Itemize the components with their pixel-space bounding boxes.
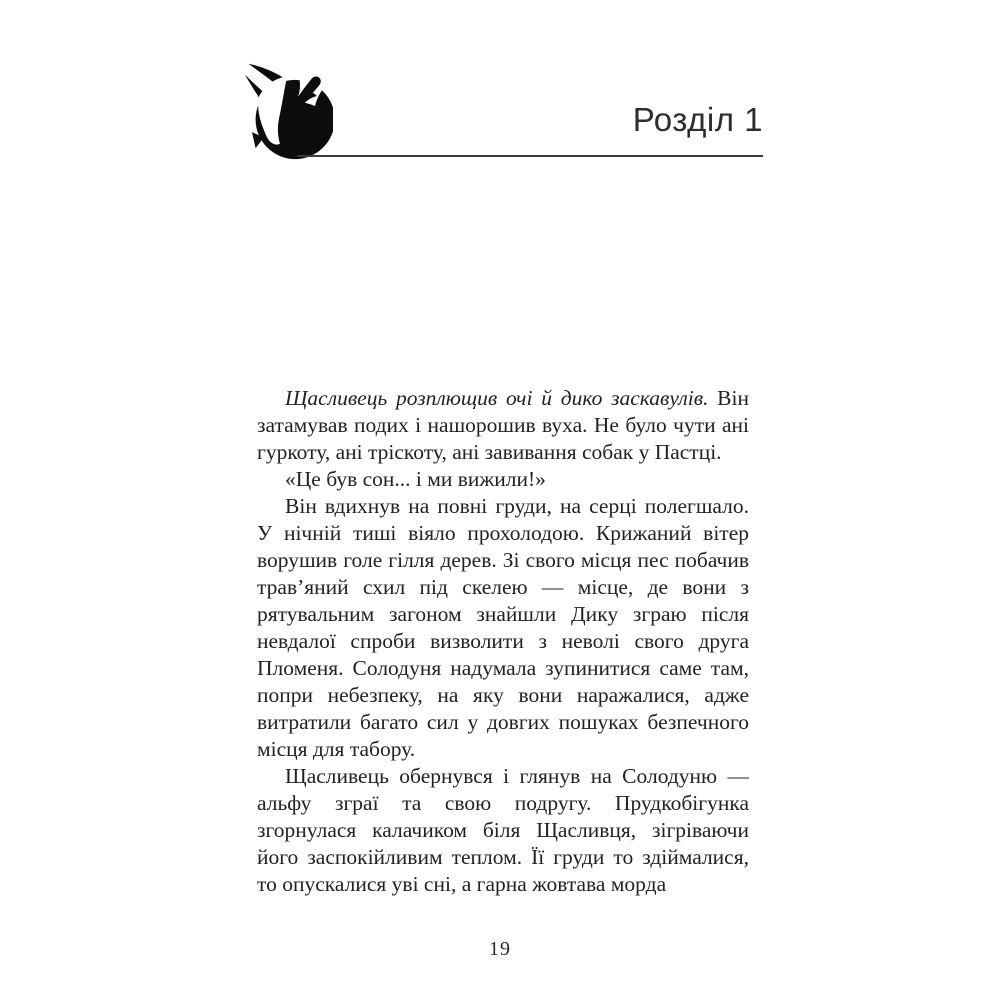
howling-dog-icon	[243, 61, 333, 169]
paragraph-lead-italic: Щасливець розплющив очі й дико заскавулів.	[285, 386, 709, 410]
chapter-header	[0, 0, 1000, 180]
paragraph: «Це був сон... і ми вижили!»	[285, 467, 546, 491]
paragraph: Він вдихнув на повні груди, на серці полегшало. У нічній тиші віяло прохолодою. Крижаний вітер ворушив голе гілля дерев. Зі свого місця пес побачив трав’яний схил під скелею — місце, де вони з рятувальним загоном знайшли Дику зграю після невдалої спроби визволити з неволі свого друга Пломеня. Солодуня надумала зупинитися саме там, попри небезпеку, на яку вони наражалися, адже витратили багато сил у довгих пошуках безпечного місця для табору.	[257, 494, 749, 761]
body-text	[257, 385, 749, 898]
paragraph: Щасливець розплющив очі й дико заскавулів. Він затамував подих і нашорошив вуха. Не було чути ані гуркоту, ані тріскоту, ані завивання собак у Пастці.	[257, 386, 749, 464]
page-footer	[0, 938, 1000, 961]
chapter-title: Розділ 1	[632, 101, 763, 138]
header-rule	[297, 155, 763, 157]
page-number: 19	[489, 938, 511, 960]
paragraph: Щасливець обернувся і глянув на Солодуню — альфу зграї та свою подругу. Прудкобігунка згорнулася калачиком біля Щасливця, зігріваючи його заспокійливим теплом. Її груди то здіймалися, то опускалися уві сні, а гарна жовтава морда	[257, 764, 749, 896]
